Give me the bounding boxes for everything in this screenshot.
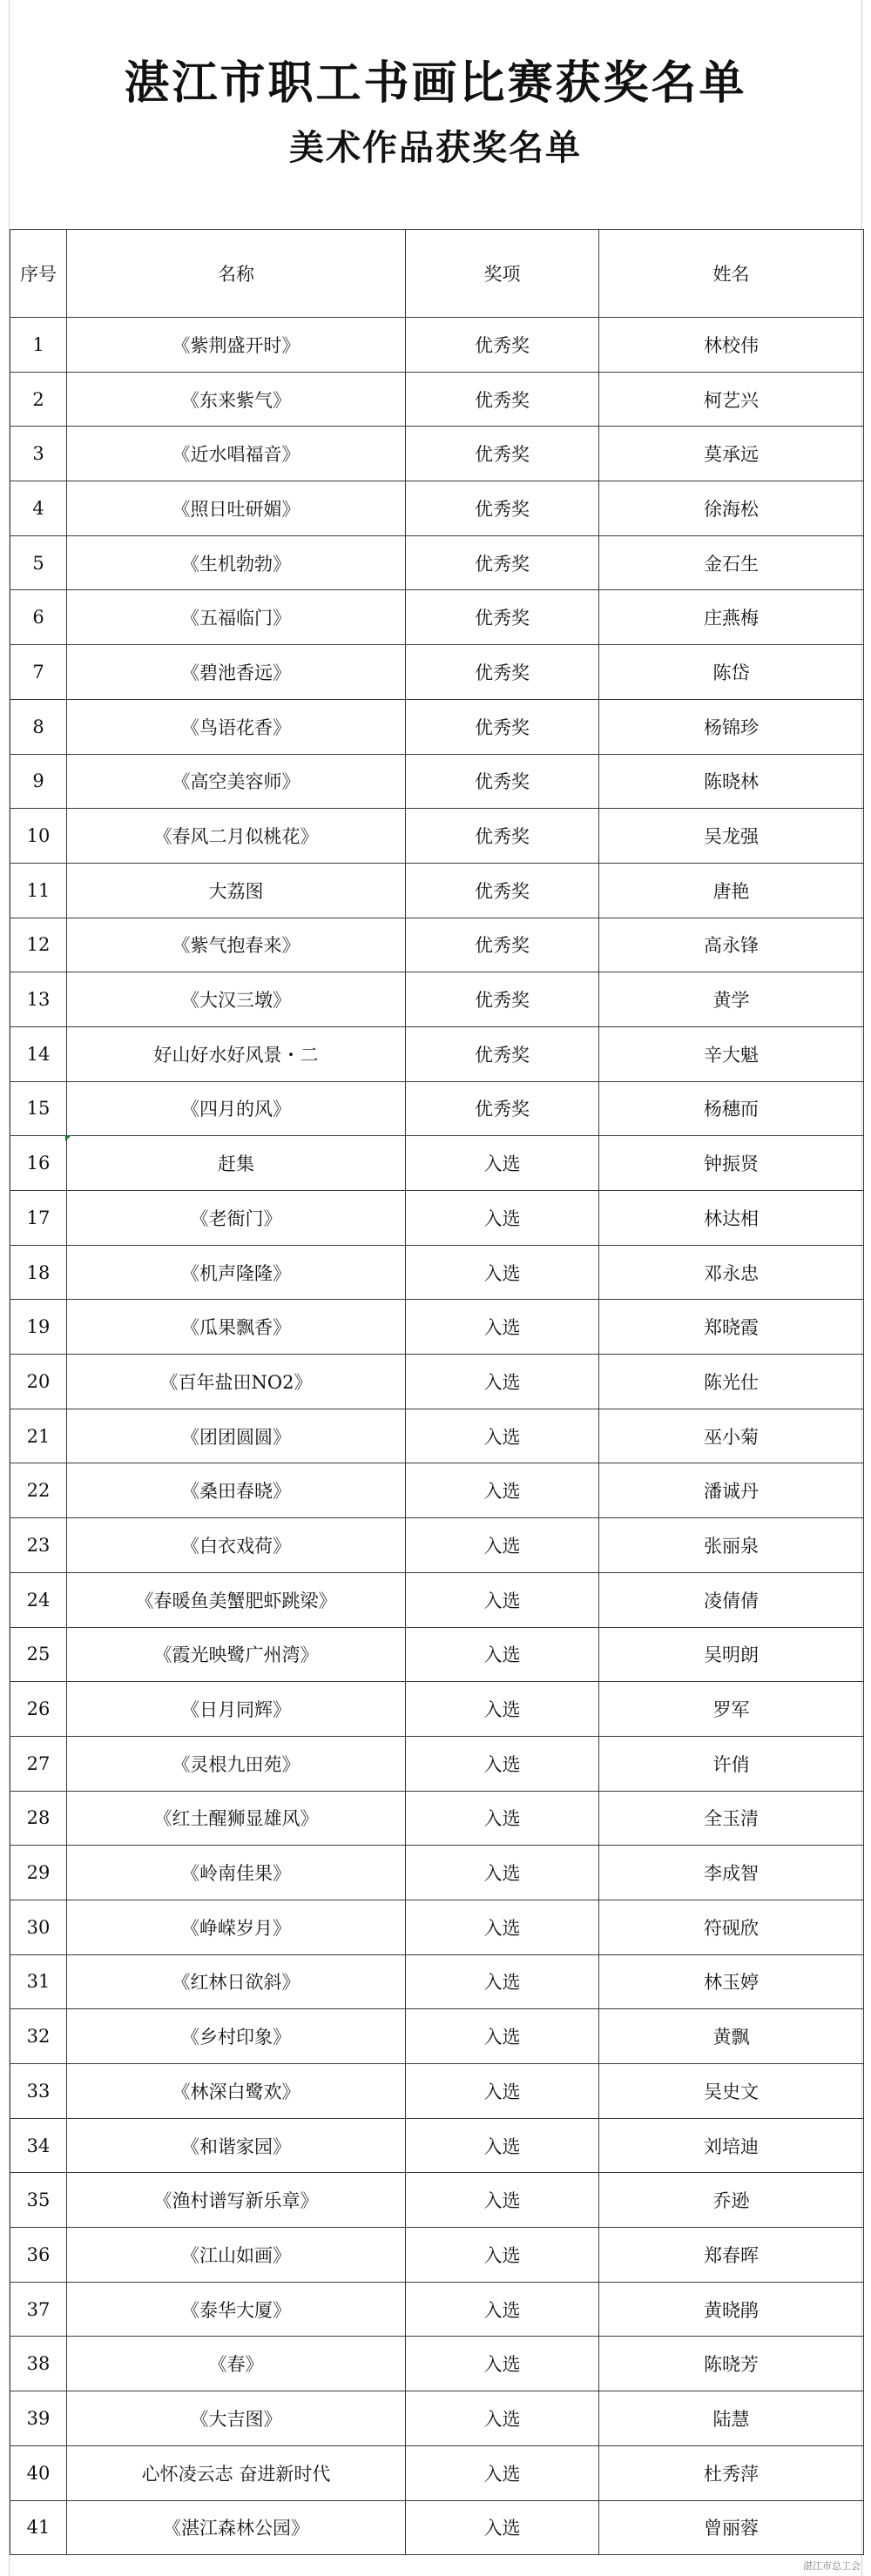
cell-no: 22 [10, 1463, 67, 1518]
table-row [10, 1627, 864, 1682]
cell-name: 《灵根九田苑》 [67, 1736, 406, 1791]
cell-name: 《近水唱福音》 [67, 427, 406, 481]
table-row [10, 1846, 864, 1900]
table-row [10, 481, 864, 536]
cell-no: 11 [10, 863, 67, 918]
cell-award: 优秀奖 [406, 645, 599, 700]
cell-name: 《鸟语花香》 [67, 699, 406, 754]
cell-name: 《泰华大厦》 [67, 2282, 406, 2337]
cell-person: 莫承远 [599, 427, 864, 481]
cell-name: 《高空美容师》 [67, 754, 406, 809]
header-row [10, 230, 864, 318]
table-row [10, 1300, 864, 1355]
cell-no: 6 [10, 590, 67, 645]
cell-award: 入选 [406, 1954, 599, 2009]
cell-name: 《东来紫气》 [67, 372, 406, 427]
cell-award: 优秀奖 [406, 863, 599, 918]
cell-no: 17 [10, 1191, 67, 1246]
cell-person: 潘诚丹 [599, 1463, 864, 1518]
cell-award: 入选 [406, 2118, 599, 2173]
cell-no: 3 [10, 427, 67, 481]
cell-award: 入选 [406, 1191, 599, 1246]
column-header-award: 奖项 [406, 230, 599, 318]
cell-person: 乔逊 [599, 2173, 864, 2228]
table-row [10, 972, 864, 1027]
document-header [10, 0, 861, 229]
cell-award: 优秀奖 [406, 1026, 599, 1081]
table-row [10, 1191, 864, 1246]
cell-person: 符砚欣 [599, 1900, 864, 1954]
cell-person: 郑晓霞 [599, 1300, 864, 1355]
cell-person: 唐艳 [599, 863, 864, 918]
cell-award: 入选 [406, 1518, 599, 1573]
page-title: 湛江市职工书画比赛获奖名单 [124, 57, 747, 110]
cell-award: 入选 [406, 2391, 599, 2446]
cell-person: 李成智 [599, 1846, 864, 1900]
cell-name: 《春暖鱼美蟹肥虾跳梁》 [67, 1572, 406, 1627]
table-row [10, 2228, 864, 2283]
cell-no: 10 [10, 809, 67, 864]
cell-name: 《林深白鹭欢》 [67, 2064, 406, 2119]
table-row [10, 1572, 864, 1627]
cell-person: 高永锋 [599, 918, 864, 972]
cell-name: 大荔图 [67, 863, 406, 918]
cell-award: 优秀奖 [406, 972, 599, 1027]
cell-no: 28 [10, 1791, 67, 1846]
cell-name: 好山好水好风景・二 [67, 1026, 406, 1081]
cell-no: 15 [10, 1081, 67, 1136]
cell-no: 27 [10, 1736, 67, 1791]
cell-award: 入选 [406, 2009, 599, 2064]
cell-award: 优秀奖 [406, 1081, 599, 1136]
table-row [10, 372, 864, 427]
cell-name: 《紫气抱春来》 [67, 918, 406, 972]
table-row [10, 1081, 864, 1136]
table-row [10, 754, 864, 809]
cell-person: 陆慧 [599, 2391, 864, 2446]
table-row [10, 2337, 864, 2391]
table-row [10, 1409, 864, 1463]
cell-person: 吴史文 [599, 2064, 864, 2119]
cell-no: 8 [10, 699, 67, 754]
cell-name: 赶集 [67, 1136, 406, 1191]
cell-no: 25 [10, 1627, 67, 1682]
cell-person: 陈晓林 [599, 754, 864, 809]
table-row [10, 918, 864, 972]
cell-award: 入选 [406, 1900, 599, 1954]
cell-person: 吴龙强 [599, 809, 864, 864]
cell-name: 《春》 [67, 2337, 406, 2391]
cell-award: 优秀奖 [406, 481, 599, 536]
cell-name: 《大汉三墩》 [67, 972, 406, 1027]
cell-person: 杨锦珍 [599, 699, 864, 754]
cell-no: 1 [10, 318, 67, 373]
table-row [10, 2173, 864, 2228]
cell-name: 《团团圆圆》 [67, 1409, 406, 1463]
cell-award: 入选 [406, 1572, 599, 1627]
cell-no: 26 [10, 1682, 67, 1737]
cell-no: 41 [10, 2500, 67, 2555]
cell-no: 31 [10, 1954, 67, 2009]
cell-name: 《峥嵘岁月》 [67, 1900, 406, 1954]
cell-award: 入选 [406, 1736, 599, 1791]
cell-person: 曾丽蓉 [599, 2500, 864, 2555]
cell-no: 2 [10, 372, 67, 427]
cell-name: 《红林日欲斜》 [67, 1954, 406, 2009]
cell-name: 《百年盐田NO2》 [67, 1355, 406, 1409]
cell-no: 12 [10, 918, 67, 972]
cell-award: 优秀奖 [406, 590, 599, 645]
cell-no: 21 [10, 1409, 67, 1463]
cell-name: 《五福临门》 [67, 590, 406, 645]
table-row [10, 863, 864, 918]
column-header-no: 序号 [10, 230, 67, 318]
cell-no: 29 [10, 1846, 67, 1900]
cell-no: 36 [10, 2228, 67, 2283]
cell-no: 5 [10, 535, 67, 590]
cell-no: 14 [10, 1026, 67, 1081]
cell-name: 《机声隆隆》 [67, 1245, 406, 1300]
cell-name: 《江山如画》 [67, 2228, 406, 2283]
cell-person: 钟振贤 [599, 1136, 864, 1191]
cell-person: 陈晓芳 [599, 2337, 864, 2391]
column-header-person: 姓名 [599, 230, 864, 318]
cell-award: 优秀奖 [406, 754, 599, 809]
cell-no: 38 [10, 2337, 67, 2391]
cell-person: 全玉清 [599, 1791, 864, 1846]
cell-person: 杜秀萍 [599, 2445, 864, 2500]
cell-name: 《日月同辉》 [67, 1682, 406, 1737]
cell-person: 柯艺兴 [599, 372, 864, 427]
cell-award: 入选 [406, 1846, 599, 1900]
table-row [10, 1355, 864, 1409]
cell-award: 优秀奖 [406, 535, 599, 590]
cell-award: 优秀奖 [406, 372, 599, 427]
table-row [10, 2391, 864, 2446]
cell-person: 许俏 [599, 1736, 864, 1791]
cell-person: 黄飘 [599, 2009, 864, 2064]
table-row [10, 1463, 864, 1518]
cell-award: 入选 [406, 1627, 599, 1682]
table-row [10, 1954, 864, 2009]
table-row [10, 2445, 864, 2500]
table-row [10, 2009, 864, 2064]
cell-no: 20 [10, 1355, 67, 1409]
cell-award: 优秀奖 [406, 699, 599, 754]
cell-person: 刘培迪 [599, 2118, 864, 2173]
cell-comment-marker [65, 1135, 71, 1141]
table-row [10, 2282, 864, 2337]
table-row [10, 1245, 864, 1300]
cell-no: 40 [10, 2445, 67, 2500]
table-header [10, 230, 864, 318]
cell-person: 黄学 [599, 972, 864, 1027]
table-row [10, 2118, 864, 2173]
cell-award: 入选 [406, 1355, 599, 1409]
cell-name: 《和谐家园》 [67, 2118, 406, 2173]
cell-no: 16 [10, 1136, 67, 1191]
table-row [10, 2064, 864, 2119]
cell-award: 优秀奖 [406, 918, 599, 972]
cell-name: 《岭南佳果》 [67, 1846, 406, 1900]
cell-award: 入选 [406, 2282, 599, 2337]
cell-no: 18 [10, 1245, 67, 1300]
cell-person: 吴明朗 [599, 1627, 864, 1682]
source-watermark: 湛江市总工会 [803, 2560, 861, 2572]
cell-name: 《霞光映鹭广州湾》 [67, 1627, 406, 1682]
cell-name: 《瓜果飘香》 [67, 1300, 406, 1355]
cell-award: 优秀奖 [406, 427, 599, 481]
cell-person: 罗军 [599, 1682, 864, 1737]
cell-person: 张丽泉 [599, 1518, 864, 1573]
cell-name: 《老衙门》 [67, 1191, 406, 1246]
cell-person: 凌倩倩 [599, 1572, 864, 1627]
cell-award: 入选 [406, 1300, 599, 1355]
cell-person: 陈光仕 [599, 1355, 864, 1409]
cell-name: 《桑田春晓》 [67, 1463, 406, 1518]
cell-no: 23 [10, 1518, 67, 1573]
cell-name: 心怀凌云志 奋进新时代 [67, 2445, 406, 2500]
table-row [10, 1136, 864, 1191]
cell-award: 入选 [406, 2500, 599, 2555]
cell-person: 黄晓鹃 [599, 2282, 864, 2337]
cell-award: 入选 [406, 2173, 599, 2228]
cell-name: 《大吉图》 [67, 2391, 406, 2446]
table-row [10, 2500, 864, 2555]
cell-person: 邓永忠 [599, 1245, 864, 1300]
cell-no: 13 [10, 972, 67, 1027]
cell-name: 《春风二月似桃花》 [67, 809, 406, 864]
table-row [10, 1900, 864, 1954]
cell-name: 《生机勃勃》 [67, 535, 406, 590]
cell-name: 《渔村谱写新乐章》 [67, 2173, 406, 2228]
cell-award: 入选 [406, 1463, 599, 1518]
table-row [10, 318, 864, 373]
cell-no: 9 [10, 754, 67, 809]
page-subtitle: 美术作品获奖名单 [289, 127, 582, 168]
table-row [10, 699, 864, 754]
awards-table [10, 229, 864, 2555]
table-body [10, 318, 864, 2555]
cell-person: 林玉婷 [599, 1954, 864, 2009]
cell-person: 陈岱 [599, 645, 864, 700]
table-row [10, 1791, 864, 1846]
cell-person: 林校伟 [599, 318, 864, 373]
cell-name: 《紫荆盛开时》 [67, 318, 406, 373]
cell-person: 郑春晖 [599, 2228, 864, 2283]
cell-no: 35 [10, 2173, 67, 2228]
table-row [10, 1518, 864, 1573]
cell-person: 林达相 [599, 1191, 864, 1246]
cell-no: 19 [10, 1300, 67, 1355]
cell-no: 7 [10, 645, 67, 700]
cell-no: 34 [10, 2118, 67, 2173]
cell-person: 辛大魁 [599, 1026, 864, 1081]
table-row [10, 645, 864, 700]
cell-award: 入选 [406, 2064, 599, 2119]
cell-award: 入选 [406, 1791, 599, 1846]
table-row [10, 809, 864, 864]
cell-person: 巫小菊 [599, 1409, 864, 1463]
table-row [10, 1026, 864, 1081]
cell-person: 金石生 [599, 535, 864, 590]
cell-no: 37 [10, 2282, 67, 2337]
cell-award: 入选 [406, 2445, 599, 2500]
cell-person: 杨穗而 [599, 1081, 864, 1136]
cell-award: 入选 [406, 1136, 599, 1191]
cell-award: 入选 [406, 1409, 599, 1463]
spreadsheet-page [9, 0, 862, 2576]
cell-name: 《白衣戏荷》 [67, 1518, 406, 1573]
cell-award: 优秀奖 [406, 318, 599, 373]
table-row [10, 535, 864, 590]
table-row [10, 590, 864, 645]
cell-no: 24 [10, 1572, 67, 1627]
cell-award: 入选 [406, 2228, 599, 2283]
table-row [10, 427, 864, 481]
cell-no: 30 [10, 1900, 67, 1954]
table-row [10, 1736, 864, 1791]
cell-award: 优秀奖 [406, 809, 599, 864]
cell-no: 33 [10, 2064, 67, 2119]
cell-award: 入选 [406, 1245, 599, 1300]
cell-name: 《红土醒狮显雄风》 [67, 1791, 406, 1846]
cell-no: 4 [10, 481, 67, 536]
cell-no: 32 [10, 2009, 67, 2064]
table-row [10, 1682, 864, 1737]
cell-name: 《碧池香远》 [67, 645, 406, 700]
cell-name: 《乡村印象》 [67, 2009, 406, 2064]
cell-award: 入选 [406, 2337, 599, 2391]
cell-name: 《四月的风》 [67, 1081, 406, 1136]
cell-award: 入选 [406, 1682, 599, 1737]
cell-person: 徐海松 [599, 481, 864, 536]
cell-name: 《照日吐研媚》 [67, 481, 406, 536]
cell-person: 庄燕梅 [599, 590, 864, 645]
column-header-name: 名称 [67, 230, 406, 318]
cell-name: 《湛江森林公园》 [67, 2500, 406, 2555]
cell-no: 39 [10, 2391, 67, 2446]
